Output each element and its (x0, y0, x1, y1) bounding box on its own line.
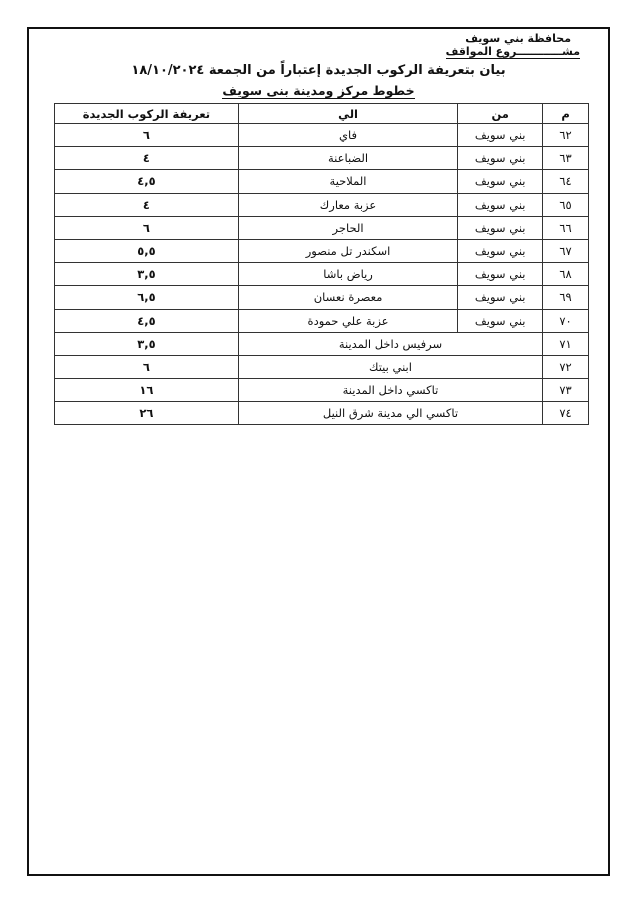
column-header-to: الي (238, 104, 457, 124)
column-header-fare: تعريفة الركوب الجديدة (55, 104, 239, 124)
row-fare: ٤ (55, 147, 239, 170)
row-number: ٦٧ (543, 239, 589, 262)
row-route: ابني بيتك (238, 355, 542, 378)
table-row-merged (55, 332, 589, 355)
row-from: بني سويف (458, 170, 543, 193)
row-fare: ٥,٥ (55, 239, 239, 262)
row-fare: ٤ (55, 193, 239, 216)
row-route: تاكسي الي مدينة شرق النيل (238, 402, 542, 425)
row-to: معصرة نعسان (238, 286, 457, 309)
row-from: بني سويف (458, 263, 543, 286)
row-to: الحاجر (238, 216, 457, 239)
row-number: ٧٠ (543, 309, 589, 332)
row-to: فاي (238, 124, 457, 147)
document-title: بيان بتعريفة الركوب الجديدة إعتباراً من الجمعة ١٨/١٠/٢٠٢٤ (131, 63, 506, 78)
row-number: ٧١ (543, 332, 589, 355)
table-row (55, 309, 589, 332)
column-header-number: م (543, 104, 589, 124)
row-to: عزبة علي حمودة (238, 309, 457, 332)
page-frame (27, 27, 610, 876)
row-number: ٦٩ (543, 286, 589, 309)
row-route: سرفيس داخل المدينة (238, 332, 542, 355)
table-header-row (55, 104, 589, 124)
row-fare: ٦,٥ (55, 286, 239, 309)
fares-table (54, 103, 589, 425)
row-number: ٦٢ (543, 124, 589, 147)
table-row (55, 263, 589, 286)
row-number: ٦٣ (543, 147, 589, 170)
document-subtitle (29, 83, 608, 98)
row-number: ٧٤ (543, 402, 589, 425)
row-number: ٦٥ (543, 193, 589, 216)
row-to: الضباعنة (238, 147, 457, 170)
table-row (55, 124, 589, 147)
row-number: ٧٢ (543, 355, 589, 378)
row-fare: ٤,٥ (55, 170, 239, 193)
row-fare: ٢٦ (55, 402, 239, 425)
row-route: تاكسي داخل المدينة (238, 379, 542, 402)
column-header-from: من (458, 104, 543, 124)
row-fare: ٣,٥ (55, 332, 239, 355)
table-row-merged (55, 402, 589, 425)
row-fare: ٤,٥ (55, 309, 239, 332)
table-row (55, 286, 589, 309)
row-to: رياض باشا (238, 263, 457, 286)
row-fare: ٣,٥ (55, 263, 239, 286)
row-from: بني سويف (458, 309, 543, 332)
row-from: بني سويف (458, 239, 543, 262)
row-number: ٦٨ (543, 263, 589, 286)
row-to: عزبة معارك (238, 193, 457, 216)
table-row-merged (55, 379, 589, 402)
table-row (55, 147, 589, 170)
governorate-label: محافظة بني سويف (465, 32, 571, 45)
row-from: بني سويف (458, 147, 543, 170)
row-to: اسكندر تل منصور (238, 239, 457, 262)
row-number: ٧٣ (543, 379, 589, 402)
row-to: الملاحية (238, 170, 457, 193)
row-fare: ٦ (55, 355, 239, 378)
table-row (55, 216, 589, 239)
table-row (55, 170, 589, 193)
row-from: بني سويف (458, 216, 543, 239)
table-row (55, 193, 589, 216)
row-number: ٦٦ (543, 216, 589, 239)
row-fare: ٦ (55, 124, 239, 147)
row-from: بني سويف (458, 124, 543, 147)
row-fare: ١٦ (55, 379, 239, 402)
table-row-merged (55, 355, 589, 378)
subtitle-text: خطوط مركز ومدينة بنى سويف (222, 83, 415, 98)
row-from: بني سويف (458, 193, 543, 216)
row-from: بني سويف (458, 286, 543, 309)
row-number: ٦٤ (543, 170, 589, 193)
table-row (55, 239, 589, 262)
row-fare: ٦ (55, 216, 239, 239)
project-label: مشــــــــــــروع المواقف (445, 45, 580, 58)
